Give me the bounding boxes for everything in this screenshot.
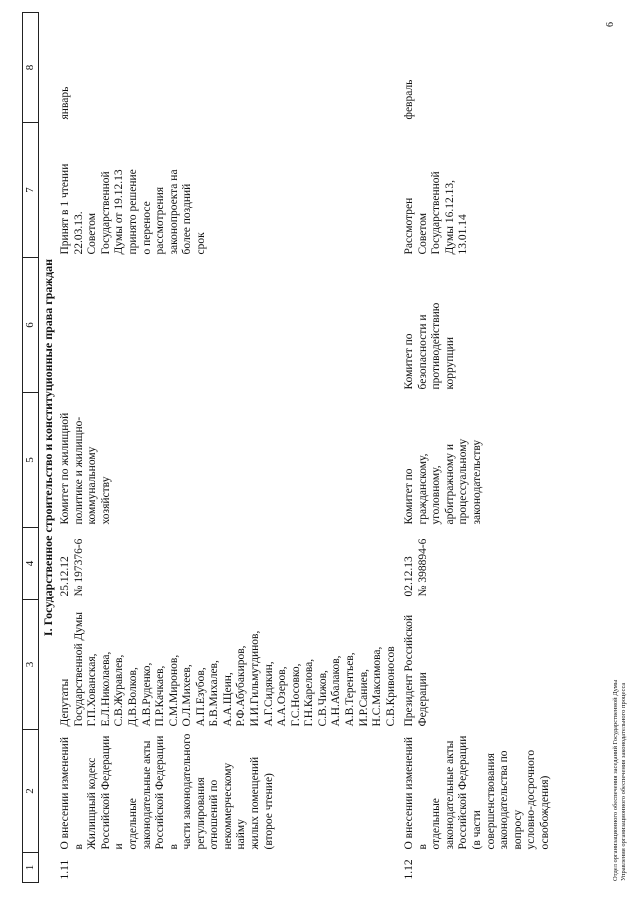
column-header: 2 [23,730,39,853]
planned-month: февраль [403,79,416,120]
section-title: I. Государственное строительство и конституционные права граждан [40,258,55,637]
column-header: 8 [23,13,39,123]
column-number-row [23,13,39,883]
footer-line: Управления организационного обеспечения законодательного процесса [620,682,628,881]
responsible-committee: Комитет по гражданскому, уголовному, арбитражному и процессуальному законодательству [403,438,483,525]
bill-authors: Президент Российской Федерации [403,614,429,727]
row-number: 1.11 [59,859,72,880]
page-number: 6 [605,22,616,27]
bill-authors: Депутаты Государственной Думы Г.П.Хованская, Е.Л.Николаева, С.В.Журавлев, Д.В.Волков, А.В.Руденко, П.Р.Качкаев, С.М.Миронов, О.Л.Михеев, А.П.Езубов, Б.В.Михалев, А.А.Щеин, Р.Ф.Абубакиров, И.И.Гильмутдинов, А.Г.Сидякин, А.А.Озеров, Г.С.Носовко, Г.Н.Карелова, С.В.Чижов, А.Н.Абалаков, А.В.Терентьев, И.Р.Саниев, Н.С.Максимова, С.В.Кривоносов [59,612,397,727]
footer-line: Отдел организационного обеспечения заседаний Государственной Думы [612,679,619,881]
responsible-committee: Комитет по жилищной политике и жилищно- коммунальному хозяйству [59,412,112,525]
bill-status: Рассмотрен Советом Государственной Думы 16.12.13, 13.01.14 [403,171,470,255]
column-header: 7 [23,123,39,258]
column-header: 6 [23,258,39,393]
table-row [57,13,401,883]
bill-status: Принят в 1 чтении 22.03.13. Советом Государственной Думы от 19.12.13 принято решение о переносе рассмотрения законопроекта на более поздний срок [59,163,207,255]
co-committee [57,258,401,393]
bill-title: О внесении изменений в отдельные законодательные акты Российской Федерации (в части совершенствования законодательства по вопросу условно-досрочного освобождения) [403,735,551,850]
registration-date: 25.12.12 № 197376-6 [59,538,85,597]
legislation-table [22,12,555,883]
row-number: 1.12 [403,859,416,880]
registration-date: 02.12.13 № 398894-6 [403,538,429,597]
planned-month: январь [59,86,72,120]
bill-title: О внесении изменений в Жилищный кодекс Российской Федерации и отдельные законодательные акты Российской Федерации в части законодательного регулирования отношений по некоммерческому найму жилых помещений (второе чтение) [59,733,275,850]
table-row [401,13,555,883]
column-header: 3 [23,600,39,730]
column-header: 5 [23,393,39,528]
co-committee: Комитет по безопасности и противодействию коррупции [403,302,456,390]
page-footer [612,680,628,881]
column-header: 4 [23,528,39,600]
column-header: 1 [23,853,39,883]
section-heading-row [38,13,57,883]
